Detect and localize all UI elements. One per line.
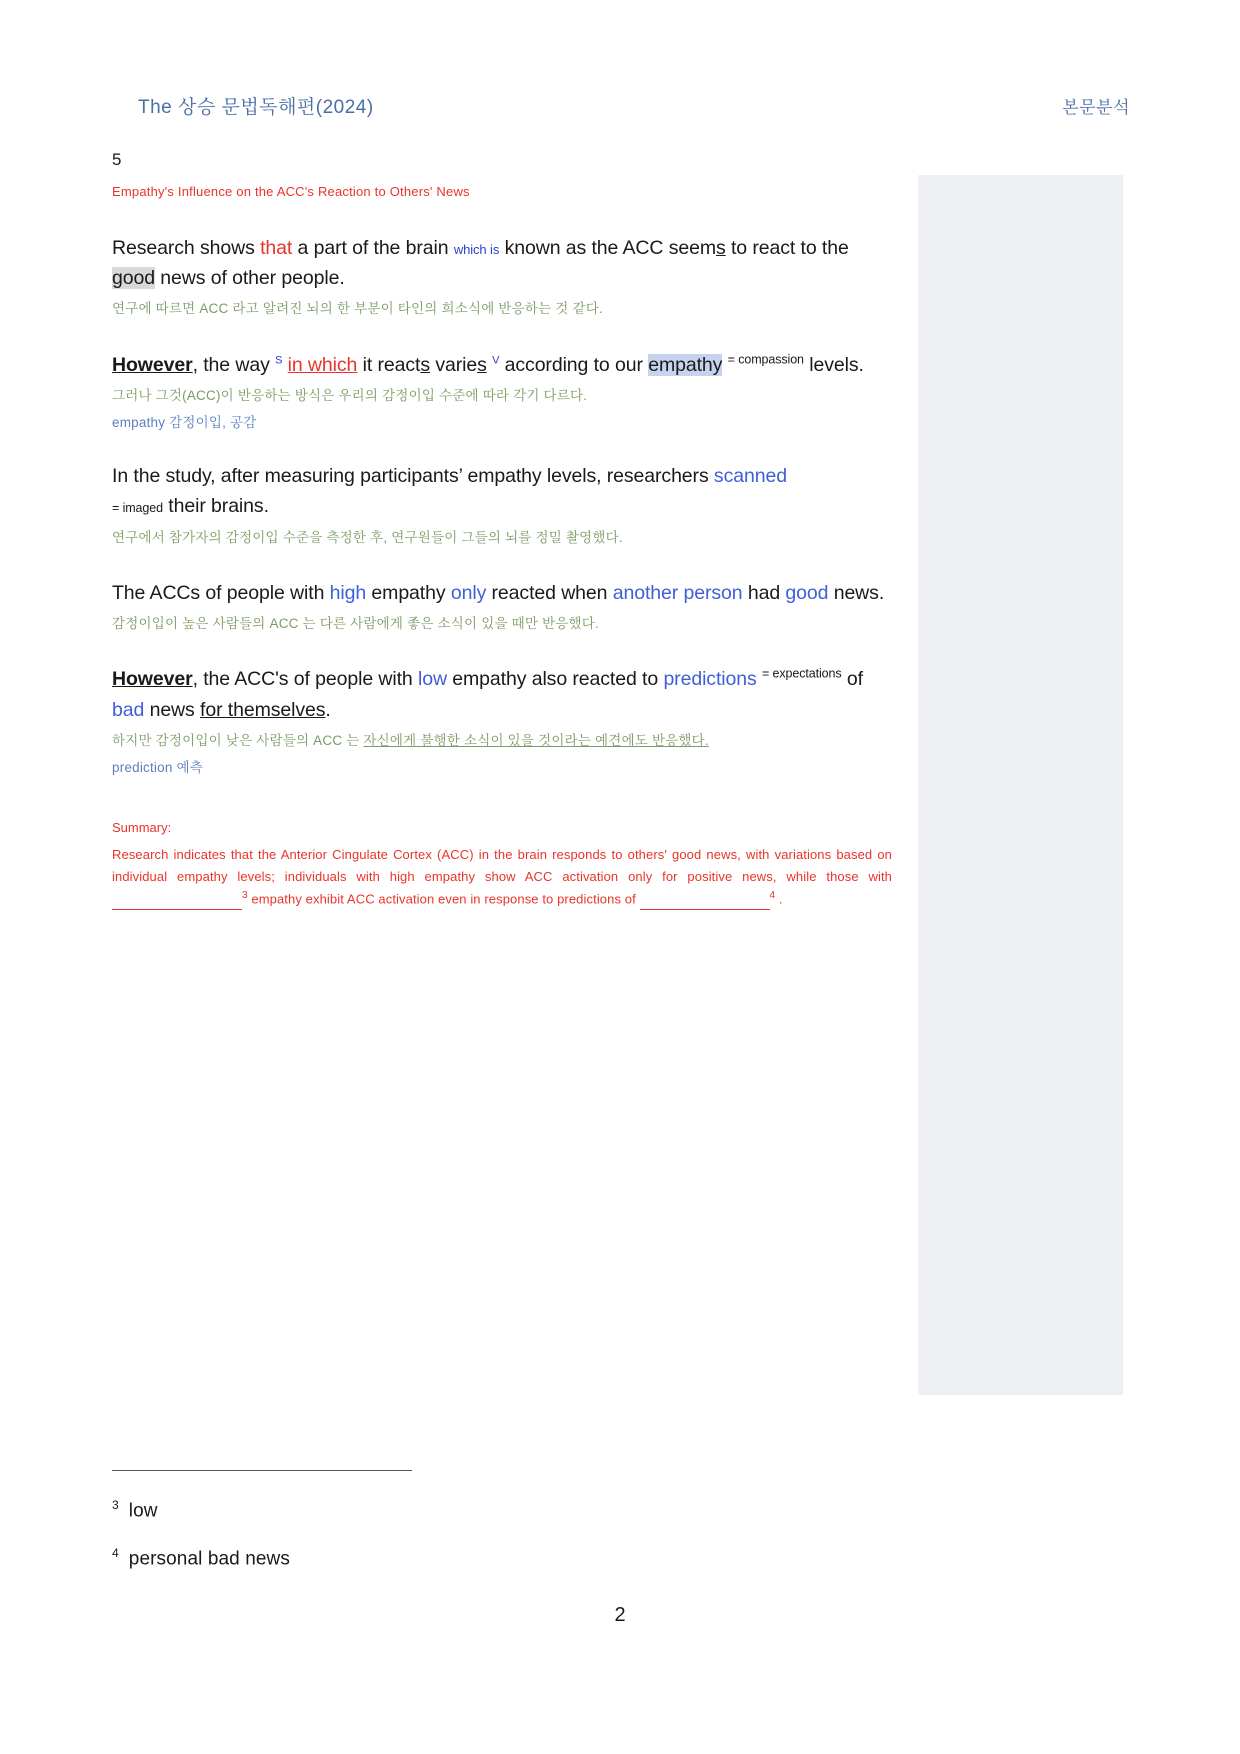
text-segment: of: [841, 668, 863, 691]
text-segment: The ACCs of people with: [112, 581, 330, 604]
keyword-high: high: [329, 581, 367, 604]
text-segment: varie: [430, 353, 478, 376]
gloss-imaged: = imaged: [112, 501, 163, 516]
connector-however: However: [112, 668, 193, 691]
keyword-bad: bad: [112, 698, 145, 721]
text-segment: levels.: [803, 353, 864, 376]
text-segment: it react: [357, 353, 421, 376]
sentence-block-2: [112, 350, 892, 431]
highlight-empathy: empathy: [648, 353, 723, 376]
text-segment: a part of the brain: [292, 237, 454, 259]
label-verb: V: [492, 354, 500, 367]
keyword-only: only: [450, 581, 487, 604]
keyword-good: good: [785, 581, 829, 604]
text-segment: news of other people.: [154, 267, 345, 290]
korean-translation-3: 연구에서 참가자의 감정이입 수준을 측정한 후, 연구원들이 그들의 뇌를 정밀 촬영했다.: [112, 529, 623, 545]
verb-mark-s: s: [420, 353, 430, 376]
footnote-item: [112, 1546, 712, 1570]
vocabulary-note-2: empathy 감정이입, 공감: [112, 415, 257, 431]
summary-section: [112, 820, 892, 910]
text-segment: to react to the: [725, 237, 849, 259]
grammar-mark-in-which: in which: [287, 353, 358, 376]
item-number: 5: [112, 150, 122, 169]
text-segment: empathy: [366, 581, 451, 604]
korean-translation-4: 감정이입이 높은 사람들의 ACC 는 다른 사람에게 좋은 소식이 있을 때만 반응했다.: [112, 616, 599, 632]
summary-blank-2[interactable]: [640, 896, 770, 910]
text-segment: news: [144, 698, 201, 721]
grammar-mark-that: that: [260, 237, 293, 259]
english-sentence-1: [112, 233, 892, 293]
connector-however: However: [112, 353, 193, 376]
summary-blank-1-ref: 3: [242, 889, 248, 901]
summary-part-2: empathy exhibit ACC activation even in response to predictions of: [247, 890, 640, 906]
summary-blank-1[interactable]: [112, 896, 242, 910]
side-panel: [918, 175, 1123, 1395]
verb-mark-s: s: [716, 237, 726, 259]
summary-blank-2-ref: 4: [769, 889, 776, 901]
text-segment: , the way: [192, 353, 276, 376]
summary-part-3: .: [775, 890, 783, 906]
sentence-block-3: [112, 461, 892, 548]
keyword-scanned: scanned: [713, 465, 787, 488]
text-segment: .: [325, 698, 331, 721]
footnote-number: 3: [112, 1498, 119, 1512]
content-column: [112, 150, 892, 910]
text-segment: their brains.: [162, 495, 269, 518]
text-segment: In the study, after measuring participants’ empathy levels, researchers: [112, 465, 714, 488]
sentence-block-4: [112, 578, 892, 634]
keyword-predictions: predictions: [663, 668, 757, 691]
label-subject: S: [275, 354, 283, 367]
footnotes: [112, 1498, 712, 1595]
page-header: [138, 92, 1130, 119]
text-segment: reacted when: [486, 581, 613, 604]
summary-part-1: Research indicates that the Anterior Cingulate Cortex (ACC) in the brain responds to others' good news, with variations based on individual empathy levels; individuals with high empathy show ACC activation only for positive news, while those with: [112, 847, 892, 884]
footnote-text: low: [128, 1500, 158, 1522]
footnote-item: [112, 1498, 712, 1522]
english-sentence-2: [112, 350, 892, 380]
header-title: The 상승 문법독해편(2024): [138, 97, 374, 118]
gloss-compassion: = compassion: [727, 352, 804, 367]
korean-translation-2: 그러나 그것(ACC)이 반응하는 방식은 우리의 감정이입 수준에 따라 각기 다르다.: [112, 387, 588, 403]
english-sentence-5: [112, 664, 892, 724]
text-segment: Research shows: [112, 237, 261, 259]
korean-plain: 하지만 감정이입이 낮은 사람들의 ACC 는: [112, 732, 364, 748]
text-segment: empathy also reacted to: [446, 668, 664, 691]
korean-translation-5: [112, 731, 892, 751]
english-sentence-4: [112, 578, 892, 608]
footnote-separator: [112, 1470, 412, 1471]
verb-mark-s2: s: [477, 353, 487, 376]
korean-translation-1: 연구에 따르면 ACC 라고 알려진 뇌의 한 부분이 타인의 희소식에 반응하는 것 같다.: [112, 301, 603, 317]
passage-topic: Empathy's Influence on the ACC's Reaction to Others' News: [112, 184, 470, 199]
english-sentence-3: [112, 461, 892, 521]
text-segment: , the ACC's of people with: [192, 668, 418, 691]
keyword-another-person: another person: [612, 581, 743, 604]
header-section-label: 본문분석: [1062, 98, 1130, 117]
sentence-block-5: [112, 664, 892, 776]
text-segment: news.: [828, 581, 885, 604]
sentence-block-1: [112, 233, 892, 320]
page-number: 2: [614, 1604, 626, 1626]
highlight-good: good: [112, 267, 155, 290]
phrase-for-themselves: for themselves: [200, 698, 326, 721]
footnote-number: 4: [112, 1546, 119, 1561]
vocabulary-note-5: prediction 예측: [112, 760, 203, 775]
summary-text: [112, 844, 892, 910]
korean-underlined: 자신에게 불행한 소식이 있을 것이라는 예견에도 반응했다.: [363, 732, 709, 748]
text-segment: had: [742, 581, 786, 604]
text-segment: according to our: [499, 353, 649, 376]
keyword-low: low: [418, 668, 447, 691]
gloss-expectations: = expectations: [761, 666, 842, 681]
grammar-note-which-is: which is: [453, 242, 500, 257]
footnote-text: personal bad news: [128, 1548, 290, 1570]
summary-label: Summary:: [112, 820, 172, 835]
text-segment: known as the ACC seem: [499, 237, 716, 259]
